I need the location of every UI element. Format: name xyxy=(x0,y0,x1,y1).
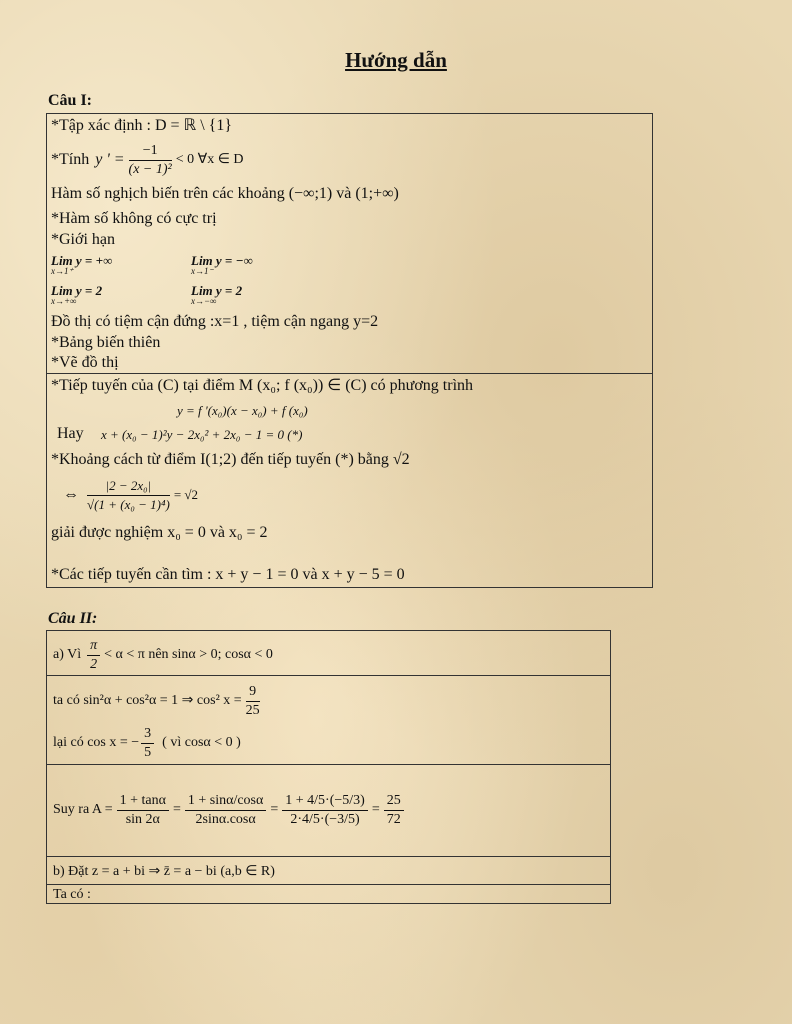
limit-1: Lim y = +∞ xyxy=(51,253,113,268)
derivative-numerator: −1 xyxy=(129,142,172,161)
limits-heading: *Giới hạn xyxy=(51,231,116,248)
hay-equation: x + (x₀ − 1)²y − 2x₀² + 2x₀ − 1 = 0 (*) xyxy=(101,427,303,442)
cos-squared-fraction xyxy=(246,683,260,720)
cos-rest: ( vì cosα < 0 ) xyxy=(162,735,241,750)
domain-line: *Tập xác định : D = ℝ \ {1} xyxy=(51,117,233,134)
row-divider xyxy=(47,373,652,374)
numeric-denominator: 2·4/5·(−3/5) xyxy=(290,811,360,827)
distance-equation xyxy=(63,472,198,518)
extrema-line: *Hàm số không có cực trị xyxy=(51,210,217,227)
cau-2-heading: Câu II: xyxy=(48,610,98,627)
solution-line: giải được nghiệm x₀ = 0 và x₀ = 2 xyxy=(51,524,268,541)
sin-cos-numerator: 1 + sinα/cosα xyxy=(185,792,266,811)
row-divider xyxy=(47,856,610,857)
row-divider xyxy=(47,764,610,765)
part-a-rest: < α < π nên sinα > 0; cosα < 0 xyxy=(104,647,273,662)
tan-numerator: 1 + tanα xyxy=(117,792,169,811)
limit-2-sub: x→1⁻ xyxy=(191,266,214,276)
derivative-fraction xyxy=(129,142,172,179)
distance-line: *Khoảng cách từ điểm I(1;2) đến tiếp tuyến (*) bằng √2 xyxy=(51,451,410,468)
part-a-row xyxy=(53,635,273,675)
cau-1-box xyxy=(46,113,653,588)
derivative-rhs: < 0 ∀x ∈ D xyxy=(175,152,244,167)
limit-1-sub: x→1⁺ xyxy=(51,266,74,276)
part-a-prefix: a) Vì xyxy=(53,647,82,662)
numeric-numerator: 1 + 4/5·(−5/3) xyxy=(282,792,368,811)
cos-fraction xyxy=(141,725,154,762)
ta-co-row: Ta có : xyxy=(53,887,91,902)
tan-denominator: sin 2α xyxy=(125,811,160,827)
final-denominator: 72 xyxy=(386,811,401,827)
part-b-row: b) Đặt z = a + bi ⇒ z̄ = a − bi (a,b ∈ R) xyxy=(53,864,275,879)
graph-line: *Vẽ đồ thị xyxy=(51,354,119,371)
hay-label: Hay xyxy=(57,425,84,442)
distance-rhs: = √2 xyxy=(173,487,199,502)
cos-denominator: 5 xyxy=(144,744,152,760)
final-fraction xyxy=(384,792,404,829)
numeric-fraction xyxy=(282,792,368,829)
limit-4-sub: x→−∞ xyxy=(191,296,217,306)
pi-numerator: π xyxy=(87,637,100,656)
distance-denominator: √(1 + (x₀ − 1)⁴) xyxy=(87,496,170,512)
identity-row xyxy=(53,679,260,723)
identity-prefix: ta có sin²α + cos²α = 1 ⇒ cos² x = xyxy=(53,693,242,708)
pi-half-fraction xyxy=(87,637,100,674)
variation-table-line: *Bảng biến thiên xyxy=(51,334,161,351)
asymptote-line: Đồ thị có tiệm cận đứng :x=1 , tiệm cận ngang y=2 xyxy=(51,313,379,330)
tan-fraction xyxy=(117,792,169,829)
result-a-row: Suy ra A = $\frac{1 + \tan\alpha}{\sin 2\alpha}$ = $\frac{1 + \sin\alpha/\cos\alpha}{2\sin\alpha.\cos\alpha}$ = $\frac{1 + 4/5\cdot(-5/3)}{2\cdot 4/5\cdot(-3/5)}$ = $\frac{25}{72}$ xyxy=(53,767,404,853)
page-title: Hướng dẫn xyxy=(345,48,447,72)
cos-prefix: lại có cos x = − xyxy=(53,735,140,750)
derivative-lhs: y ' = xyxy=(95,151,125,168)
cau-1-heading: Câu I: xyxy=(48,92,93,109)
row-divider xyxy=(47,884,610,885)
limit-3-sub: x→+∞ xyxy=(51,296,77,306)
tangent-equation: y = f '(x₀)(x − x₀) + f (x₀) xyxy=(177,403,308,418)
result-line: *Các tiếp tuyến cần tìm : x + y − 1 = 0 và x + y − 5 = 0 xyxy=(51,566,405,583)
cos-numerator: 3 xyxy=(141,725,154,744)
final-numerator: 25 xyxy=(384,792,404,811)
distance-numerator: |2 − 2x₀| xyxy=(87,477,170,496)
limit-2: Lim y = −∞ xyxy=(191,253,253,268)
derivative-line xyxy=(51,140,244,180)
derivative-denominator: (x − 1)² xyxy=(128,161,172,177)
result-a-prefix: Suy ra A = xyxy=(53,802,113,817)
derivative-prefix: *Tính xyxy=(51,151,90,168)
pi-denominator: 2 xyxy=(90,656,98,672)
distance-fraction xyxy=(87,477,170,514)
sin-cos-denominator: 2sinα.cosα xyxy=(195,811,256,827)
cos-row xyxy=(53,723,241,763)
equivalence-arrow: ⇔ xyxy=(63,486,79,503)
tangent-line: *Tiếp tuyến của (C) tại điểm M (x₀; f (x₀)) ∈ (C) có phương trình xyxy=(51,377,474,394)
row-divider xyxy=(47,675,610,676)
limit-3: Lim y = 2 xyxy=(51,283,103,298)
sin-cos-fraction xyxy=(185,792,266,829)
limit-4: Lim y = 2 xyxy=(191,283,243,298)
cos-squared-numerator: 9 xyxy=(246,683,260,702)
cau-2-box xyxy=(46,630,611,904)
monotonic-line: Hàm số nghịch biến trên các khoảng (−∞;1) và (1;+∞) xyxy=(51,185,399,202)
cos-squared-denominator: 25 xyxy=(245,702,260,718)
